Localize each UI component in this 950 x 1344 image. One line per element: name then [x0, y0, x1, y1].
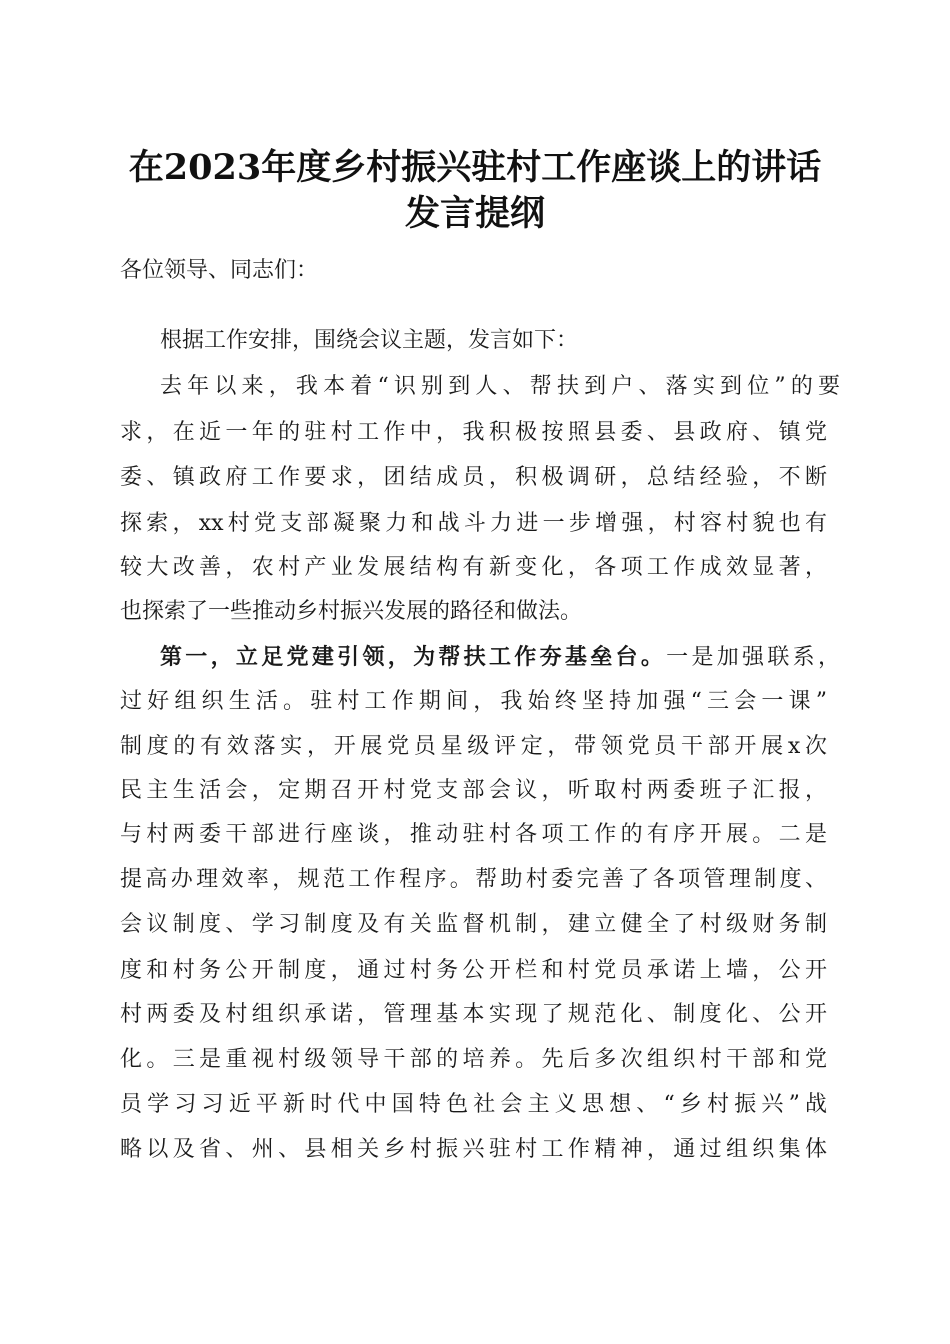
- paragraph2-line: 员学习习近平新时代中国特色社会主义思想、“乡村振兴”战: [120, 1092, 827, 1117]
- paragraph2-line: 化。三是重视村级领导干部的培养。先后多次组织村干部和党: [120, 1047, 827, 1072]
- paragraph1-line: 探索，xx村党支部凝聚力和战斗力进一步增强，村容村貌也有: [120, 511, 827, 536]
- paragraph1-line: 较大改善，农村产业发展结构有新变化，各项工作成效显著，: [120, 555, 827, 580]
- paragraph1-line: 也探索了一些推动乡村振兴发展的路径和做法。: [120, 599, 583, 624]
- paragraph2-first-rest: 一是加强联系，: [666, 645, 840, 670]
- paragraph2-line: 制度的有效落实，开展党员星级评定，带领党员干部开展x次: [120, 734, 827, 759]
- paragraph2-line: 过好组织生活。驻村工作期间，我始终坚持加强“三会一课”: [120, 689, 827, 714]
- paragraph2-line: 民主生活会，定期召开村党支部会议，听取村两委班子汇报，: [120, 778, 827, 803]
- salutation: 各位领导、同志们：: [120, 258, 319, 283]
- paragraph2-line: 村两委及村组织承诺，管理基本实现了规范化、制度化、公开: [120, 1002, 827, 1027]
- paragraph2-first-line: [160, 642, 840, 672]
- paragraph1-line: 委、镇政府工作要求，团结成员，积极调研，总结经验，不断: [120, 465, 827, 490]
- paragraph1-line: 去年以来，我本着“识别到人、帮扶到户、落实到位”的要: [160, 374, 840, 399]
- paragraph2-line: 与村两委干部进行座谈，推动驻村各项工作的有序开展。二是: [120, 822, 827, 847]
- intro-line: 根据工作安排，围绕会议主题，发言如下：: [160, 328, 579, 353]
- paragraph1-line: 求，在近一年的驻村工作中，我积极按照县委、县政府、镇党: [120, 420, 827, 445]
- paragraph2-line: 会议制度、学习制度及有关监督机制，建立健全了村级财务制: [120, 912, 827, 937]
- document-title-line-1: 在2023年度乡村振兴驻村工作座谈上的讲话: [128, 147, 822, 188]
- paragraph2-line: 提高办理效率，规范工作程序。帮助村委完善了各项管理制度、: [120, 867, 827, 892]
- paragraph2-line: 度和村务公开制度，通过村务公开栏和村党员承诺上墙，公开: [120, 958, 827, 983]
- document-title-line-2: 发言提纲: [404, 193, 545, 234]
- paragraph2-heading: 第一，立足党建引领，为帮扶工作夯基垒台。: [160, 644, 667, 670]
- paragraph2-line: 略以及省、州、县相关乡村振兴驻村工作精神，通过组织集体: [120, 1137, 827, 1162]
